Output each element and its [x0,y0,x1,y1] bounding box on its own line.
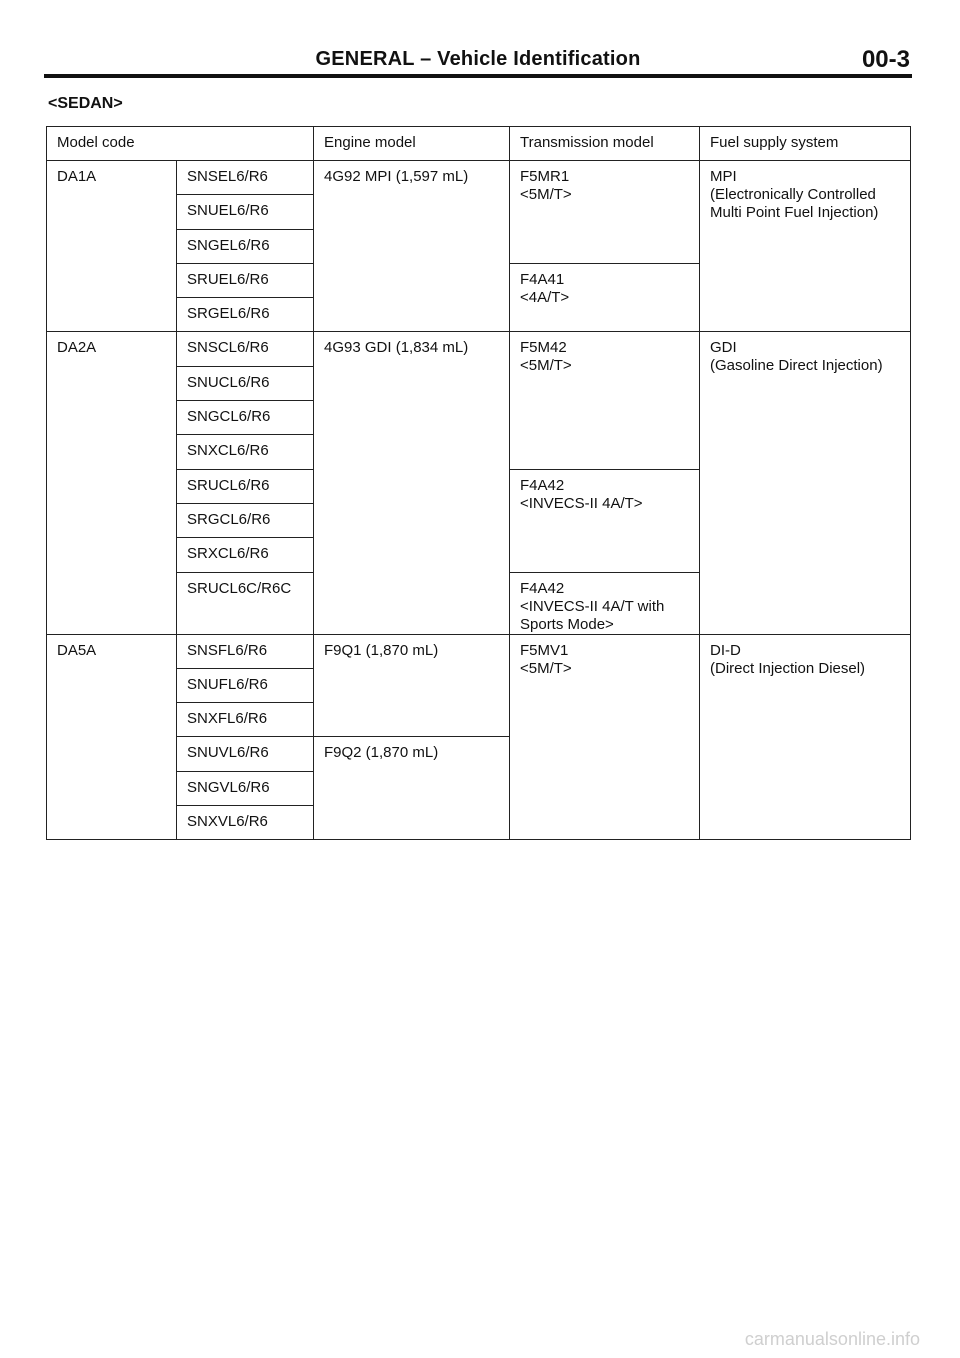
fuel-cell-line: DI-D [710,641,741,659]
transmission-cell-line: Sports Mode> [520,615,614,633]
transmission-cell-line: F4A42 [520,579,565,597]
variant-cell: SNXCL6/R6 [177,435,314,469]
variant-cell: SRUCL6C/R6C [177,572,314,634]
fuel-cell [700,332,911,634]
fuel-cell [700,634,911,840]
transmission-cell-line: F4A41 [520,270,565,288]
model-code-cell: DA2A [47,332,177,634]
table-row [47,634,911,668]
model-code-cell: DA5A [47,634,177,840]
transmission-cell-line: F5M42 [520,339,567,357]
engine-cell [314,161,510,332]
variant-cell: SRXCL6/R6 [177,538,314,572]
header-rule [44,74,912,78]
transmission-cell-line: <5M/T> [520,659,572,677]
vehicle-identification-table [46,126,911,840]
fuel-cell-line: GDI [710,339,737,357]
variant-cell: SRGCL6/R6 [177,503,314,537]
page-title: GENERAL – Vehicle Identification [315,48,641,70]
watermark: carmanualsonline.info [744,1329,920,1349]
engine-cell-line: 4G93 GDI (1,834 mL) [324,339,469,357]
transmission-cell-line: <INVECS-II 4A/T> [520,494,643,512]
transmission-cell [510,161,700,264]
fuel-cell [700,161,911,332]
variant-cell: SNGCL6/R6 [177,401,314,435]
transmission-cell [510,332,700,469]
column-header: Engine model [314,127,510,161]
table-row [47,161,911,195]
transmission-cell-line: F5MR1 [520,168,570,185]
fuel-cell-line: Multi Point Fuel Injection) [710,204,879,221]
model-code-cell: DA1A [47,161,177,332]
transmission-cell [510,263,700,332]
engine-cell [314,332,510,634]
engine-cell-line: F9Q2 (1,870 mL) [324,744,439,762]
variant-cell: SNUEL6/R6 [177,195,314,229]
transmission-cell-line: F4A42 [520,476,565,494]
column-header: Fuel supply system [700,127,911,161]
variant-cell: SRUCL6/R6 [177,469,314,503]
engine-cell [314,634,510,737]
variant-cell: SNGVL6/R6 [177,771,314,805]
variant-cell: SNUVL6/R6 [177,737,314,771]
variant-cell: SRUEL6/R6 [177,263,314,297]
variant-cell: SNUFL6/R6 [177,668,314,702]
variant-cell: SNUCL6/R6 [177,366,314,400]
engine-cell-line: F9Q1 (1,870 mL) [324,641,439,659]
engine-cell [314,737,510,840]
section-title: <SEDAN> [48,95,123,112]
transmission-cell-line: F5MV1 [520,641,569,659]
variant-cell: SNSCL6/R6 [177,332,314,366]
column-header: Transmission model [510,127,700,161]
page-number: 00-3 [861,46,910,73]
transmission-cell [510,469,700,572]
table-header-row [47,127,911,161]
transmission-cell-line: <INVECS-II 4A/T with [520,597,665,615]
table-body [47,127,911,840]
transmission-cell-line: <4A/T> [520,288,570,306]
variant-cell: SNXVL6/R6 [177,806,314,840]
variant-cell: SNXFL6/R6 [177,703,314,737]
variant-cell: SRGEL6/R6 [177,298,314,332]
fuel-cell-line: (Direct Injection Diesel) [710,659,866,677]
page-header [44,46,912,76]
column-header: Model code [47,127,314,161]
variant-cell: SNSFL6/R6 [177,634,314,668]
transmission-cell [510,572,700,634]
transmission-cell-line: <5M/T> [520,357,572,375]
variant-cell: SNSEL6/R6 [177,161,314,195]
engine-cell-line: 4G92 MPI (1,597 mL) [324,168,469,185]
transmission-cell-line: <5M/T> [520,186,572,203]
fuel-cell-line: MPI [710,168,737,185]
table-row [47,332,911,366]
variant-cell: SNGEL6/R6 [177,229,314,263]
fuel-cell-line: (Electronically Controlled [710,186,876,203]
transmission-cell [510,634,700,840]
fuel-cell-line: (Gasoline Direct Injection) [710,357,883,375]
